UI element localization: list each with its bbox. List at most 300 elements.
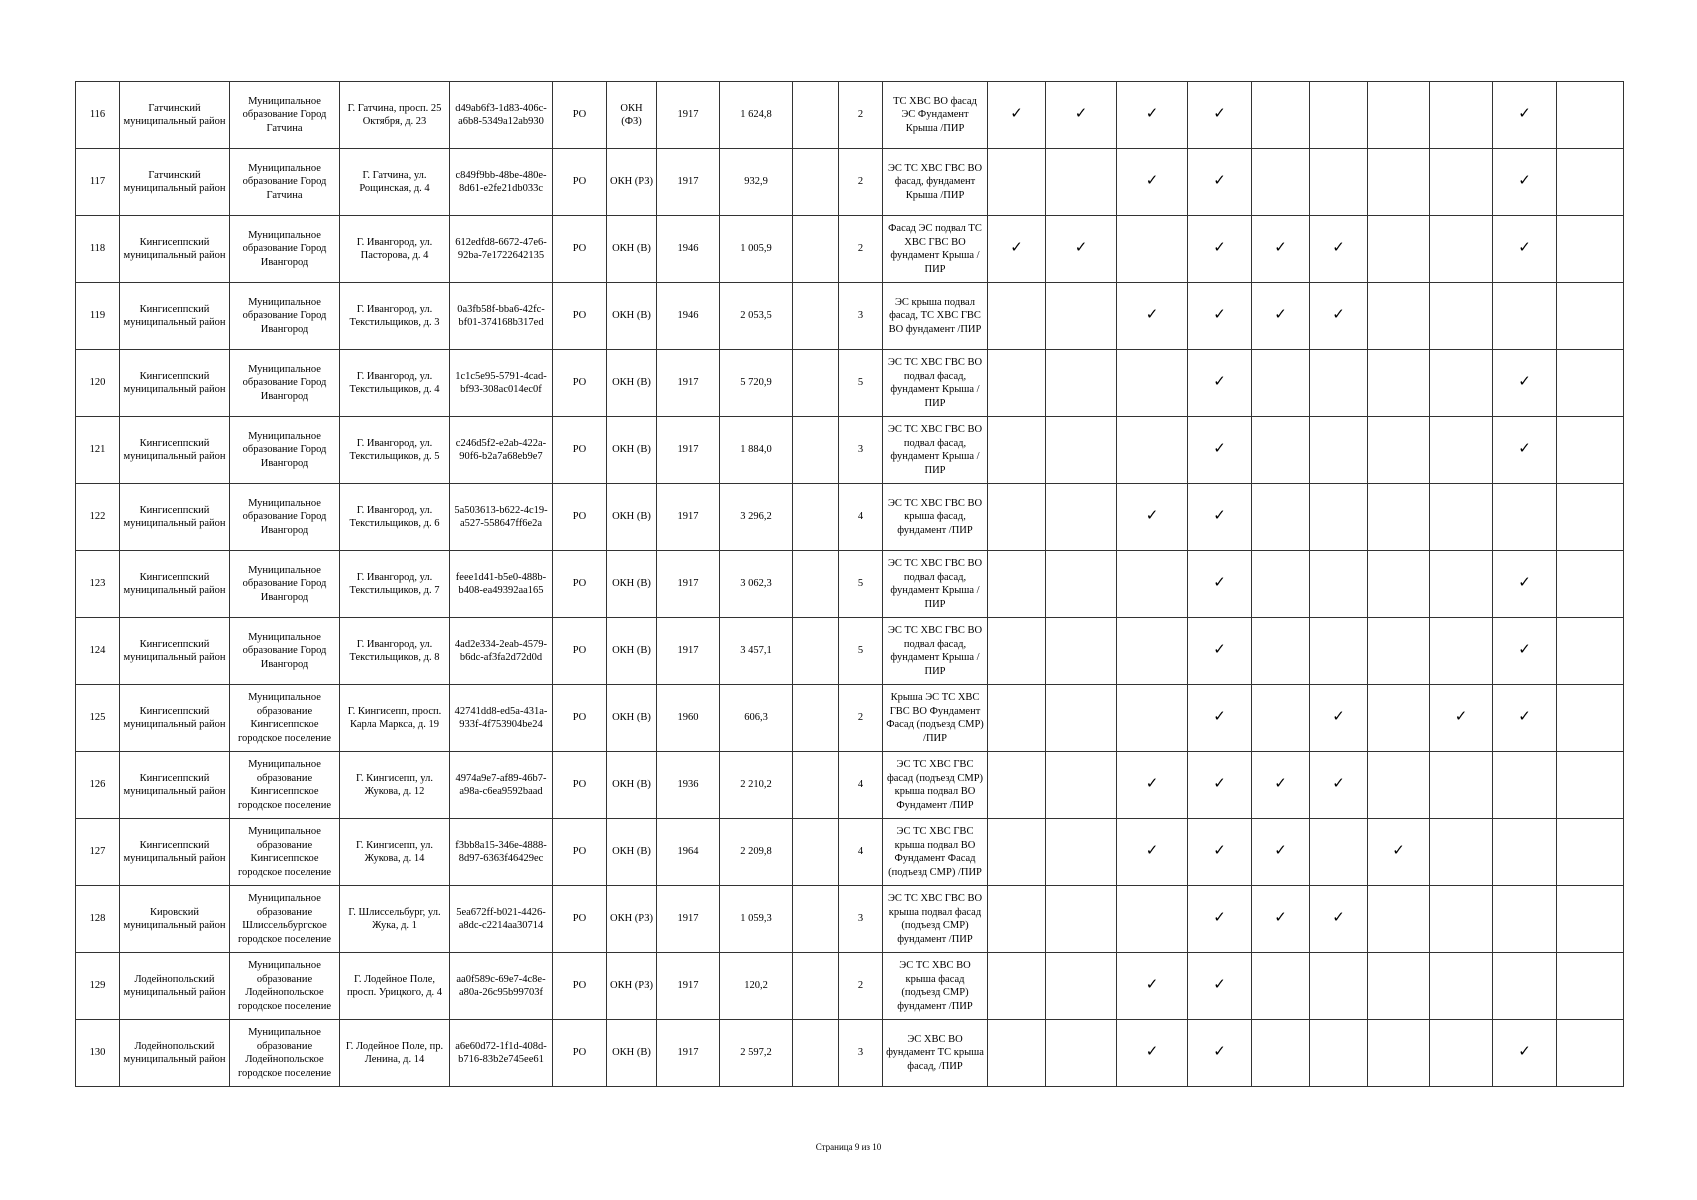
check-cell (1046, 417, 1117, 484)
year-cell: 1917 (657, 350, 720, 417)
check-cell (1188, 149, 1252, 216)
check-mark-icon: ✓ (1454, 709, 1468, 726)
page-footer: Страница 9 из 10 (815, 1142, 882, 1152)
guid-cell: f3bb8a15-346e-4888-8d97-6363f46429ec (450, 819, 553, 886)
check-cell (1557, 551, 1624, 618)
district-cell: Гатчинский муниципальный район (120, 149, 230, 216)
guid-cell: d49ab6f3-1d83-406c-a6b8-5349a12ab930 (450, 82, 553, 149)
check-mark-icon: ✓ (1213, 910, 1226, 927)
type-cell: РО (553, 1020, 607, 1087)
year-cell: 1936 (657, 752, 720, 819)
check-mark-icon: ✓ (1213, 374, 1226, 391)
type-cell: РО (553, 551, 607, 618)
check-cell (1557, 1020, 1624, 1087)
address-cell: Г. Гатчина, просп. 25 Октября, д. 23 (340, 82, 450, 149)
check-cell (1117, 417, 1188, 484)
area-cell: 1 059,3 (720, 886, 793, 953)
check-cell (1493, 1020, 1557, 1087)
guid-cell: feee1d41-b5e0-488b-b408-ea49392aa165 (450, 551, 553, 618)
check-cell (1188, 953, 1252, 1020)
check-cell (1493, 551, 1557, 618)
guid-cell: c849f9bb-48be-480e-8d61-e2fe21db033c (450, 149, 553, 216)
district-cell: Кингисеппский муниципальный район (120, 350, 230, 417)
check-mark-icon: ✓ (1145, 977, 1159, 994)
floors-cell: 4 (839, 752, 883, 819)
check-cell (988, 417, 1046, 484)
check-cell (1252, 149, 1310, 216)
row-number: 118 (76, 216, 120, 283)
row-number: 121 (76, 417, 120, 484)
check-cell (1188, 752, 1252, 819)
check-cell (1557, 886, 1624, 953)
check-cell (1557, 82, 1624, 149)
floors-cell: 4 (839, 819, 883, 886)
check-mark-icon: ✓ (1518, 642, 1531, 659)
check-cell (1430, 484, 1493, 551)
check-cell (1557, 953, 1624, 1020)
check-cell (988, 551, 1046, 618)
guid-cell: 1c1c5e95-5791-4cad-bf93-308ac014ec0f (450, 350, 553, 417)
empty-cell (793, 618, 839, 685)
row-number: 130 (76, 1020, 120, 1087)
check-cell (1188, 685, 1252, 752)
check-cell (1430, 1020, 1493, 1087)
year-cell: 1917 (657, 551, 720, 618)
check-mark-icon: ✓ (1213, 709, 1226, 726)
works-cell: ЭС ТС ХВС ГВС фасад (подъезд СМР) крыша подвал ВО Фундамент /ПИР (883, 752, 988, 819)
table-row (76, 484, 1624, 551)
works-cell: ЭС ТС ХВС ГВС ВО подвал фасад, фундамент Крыша /ПИР (883, 350, 988, 417)
works-cell: ЭС ТС ХВС ВО крыша фасад (подъезд СМР) фундамент /ПИР (883, 953, 988, 1020)
area-cell: 2 053,5 (720, 283, 793, 350)
guid-cell: 42741dd8-ed5a-431a-933f-4f753904be24 (450, 685, 553, 752)
floors-cell: 2 (839, 685, 883, 752)
year-cell: 1917 (657, 953, 720, 1020)
check-mark-icon: ✓ (1145, 1044, 1159, 1061)
check-cell (1557, 283, 1624, 350)
check-mark-icon: ✓ (1213, 441, 1226, 458)
floors-cell: 5 (839, 551, 883, 618)
empty-cell (793, 216, 839, 283)
area-cell: 2 209,8 (720, 819, 793, 886)
check-mark-icon: ✓ (1010, 240, 1023, 257)
row-number: 120 (76, 350, 120, 417)
check-cell (1368, 82, 1430, 149)
address-cell: Г. Гатчина, ул. Рощинская, д. 4 (340, 149, 450, 216)
check-cell (1046, 685, 1117, 752)
works-cell: ЭС ХВС ВО фундамент ТС крыша фасад, /ПИР (883, 1020, 988, 1087)
works-cell: Крыша ЭС ТС ХВС ГВС ВО Фундамент Фасад (подъезд СМР) /ПИР (883, 685, 988, 752)
table-row (76, 350, 1624, 417)
check-cell (1117, 618, 1188, 685)
check-mark-icon: ✓ (1518, 709, 1531, 726)
check-cell (1046, 953, 1117, 1020)
guid-cell: 5ea672ff-b021-4426-a8dc-c2214aa30714 (450, 886, 553, 953)
floors-cell: 3 (839, 283, 883, 350)
check-mark-icon: ✓ (1074, 106, 1088, 123)
check-mark-icon: ✓ (1213, 508, 1226, 525)
check-cell (1117, 216, 1188, 283)
check-cell (988, 752, 1046, 819)
check-cell (1310, 1020, 1368, 1087)
check-cell (1368, 417, 1430, 484)
check-cell (1310, 618, 1368, 685)
table-row (76, 685, 1624, 752)
district-cell: Кингисеппский муниципальный район (120, 216, 230, 283)
works-cell: ЭС ТС ХВС ГВС ВО крыша фасад, фундамент /ПИР (883, 484, 988, 551)
check-cell (1252, 886, 1310, 953)
empty-cell (793, 819, 839, 886)
check-cell (1493, 417, 1557, 484)
floors-cell: 3 (839, 1020, 883, 1087)
check-cell (1557, 819, 1624, 886)
works-cell: ЭС ТС ХВС ГВС ВО подвал фасад, фундамент Крыша /ПИР (883, 551, 988, 618)
district-cell: Кингисеппский муниципальный район (120, 752, 230, 819)
table-row (76, 886, 1624, 953)
check-mark-icon: ✓ (1145, 173, 1159, 190)
type-cell: РО (553, 82, 607, 149)
type-cell: РО (553, 283, 607, 350)
year-cell: 1917 (657, 82, 720, 149)
floors-cell: 4 (839, 484, 883, 551)
check-cell (988, 618, 1046, 685)
check-cell (1557, 752, 1624, 819)
table-row (76, 953, 1624, 1020)
check-mark-icon: ✓ (1518, 1044, 1531, 1061)
year-cell: 1946 (657, 283, 720, 350)
empty-cell (793, 685, 839, 752)
address-cell: Г. Кингисепп, просп. Карла Маркса, д. 19 (340, 685, 450, 752)
municipality-cell: Муниципальное образование Город Ивангород (230, 283, 340, 350)
type-cell: РО (553, 819, 607, 886)
address-cell: Г. Лодейное Поле, просп. Урицкого, д. 4 (340, 953, 450, 1020)
check-mark-icon: ✓ (1332, 709, 1345, 726)
guid-cell: a6e60d72-1f1d-408d-b716-83b2e745ee61 (450, 1020, 553, 1087)
register-table (75, 81, 1624, 1087)
area-cell: 932,9 (720, 149, 793, 216)
row-number: 119 (76, 283, 120, 350)
type-cell: РО (553, 886, 607, 953)
empty-cell (793, 886, 839, 953)
check-cell (988, 1020, 1046, 1087)
check-cell (1252, 551, 1310, 618)
check-mark-icon: ✓ (1274, 776, 1287, 793)
address-cell: Г. Ивангород, ул. Текстильщиков, д. 8 (340, 618, 450, 685)
check-mark-icon: ✓ (1213, 173, 1226, 190)
district-cell: Кингисеппский муниципальный район (120, 685, 230, 752)
type-cell: РО (553, 350, 607, 417)
floors-cell: 5 (839, 350, 883, 417)
works-cell: ЭС ТС ХВС ГВС ВО крыша подвал фасад (подъезд СМР) фундамент /ПИР (883, 886, 988, 953)
address-cell: Г. Лодейное Поле, пр. Ленина, д. 14 (340, 1020, 450, 1087)
check-mark-icon: ✓ (1213, 776, 1226, 793)
municipality-cell: Муниципальное образование Город Ивангород (230, 618, 340, 685)
check-cell (988, 886, 1046, 953)
area-cell: 3 457,1 (720, 618, 793, 685)
check-cell (1557, 484, 1624, 551)
table-row (76, 82, 1624, 149)
check-cell (1117, 484, 1188, 551)
check-mark-icon: ✓ (1145, 508, 1159, 525)
check-cell (1368, 1020, 1430, 1087)
guid-cell: 5a503613-b622-4c19-a527-558647ff6e2a (450, 484, 553, 551)
municipality-cell: Муниципальное образование Город Ивангород (230, 216, 340, 283)
check-cell (1557, 350, 1624, 417)
check-mark-icon: ✓ (1274, 240, 1287, 257)
check-cell (1117, 283, 1188, 350)
table-body (76, 82, 1624, 1087)
check-cell (1368, 618, 1430, 685)
table-row (76, 551, 1624, 618)
type-cell: РО (553, 685, 607, 752)
check-cell (1046, 350, 1117, 417)
year-cell: 1917 (657, 1020, 720, 1087)
table-row (76, 618, 1624, 685)
check-cell (1368, 819, 1430, 886)
check-cell (1368, 551, 1430, 618)
check-cell (1188, 618, 1252, 685)
check-cell (1188, 216, 1252, 283)
check-cell (1368, 149, 1430, 216)
check-cell (988, 149, 1046, 216)
check-cell (1430, 216, 1493, 283)
status-cell: ОКН (В) (607, 350, 657, 417)
address-cell: Г. Кингисепп, ул. Жукова, д. 14 (340, 819, 450, 886)
floors-cell: 2 (839, 953, 883, 1020)
check-cell (1430, 82, 1493, 149)
floors-cell: 2 (839, 149, 883, 216)
works-cell: ТС ХВС ВО фасад ЭС Фундамент Крыша /ПИР (883, 82, 988, 149)
year-cell: 1917 (657, 149, 720, 216)
check-cell (988, 484, 1046, 551)
check-cell (1188, 82, 1252, 149)
check-cell (1430, 618, 1493, 685)
table-row (76, 216, 1624, 283)
check-cell (1252, 417, 1310, 484)
check-cell (1252, 685, 1310, 752)
guid-cell: c246d5f2-e2ab-422a-90f6-b2a7a68eb9e7 (450, 417, 553, 484)
address-cell: Г. Ивангород, ул. Текстильщиков, д. 4 (340, 350, 450, 417)
municipality-cell: Муниципальное образование Шлиссельбургское городское поселение (230, 886, 340, 953)
year-cell: 1917 (657, 484, 720, 551)
check-cell (1046, 149, 1117, 216)
check-cell (1557, 618, 1624, 685)
municipality-cell: Муниципальное образование Лодейнопольское городское поселение (230, 953, 340, 1020)
check-cell (1188, 484, 1252, 551)
empty-cell (793, 551, 839, 618)
address-cell: Г. Шлиссельбург, ул. Жука, д. 1 (340, 886, 450, 953)
check-cell (1493, 752, 1557, 819)
check-cell (1430, 685, 1493, 752)
check-cell (1310, 752, 1368, 819)
municipality-cell: Муниципальное образование Город Гатчина (230, 82, 340, 149)
check-cell (1368, 283, 1430, 350)
district-cell: Лодейнопольский муниципальный район (120, 953, 230, 1020)
guid-cell: 4974a9e7-af89-46b7-a98a-c6ea9592baad (450, 752, 553, 819)
row-number: 117 (76, 149, 120, 216)
status-cell: ОКН (РЗ) (607, 886, 657, 953)
check-cell (1188, 551, 1252, 618)
empty-cell (793, 417, 839, 484)
check-cell (1046, 551, 1117, 618)
check-cell (1557, 417, 1624, 484)
district-cell: Кировский муниципальный район (120, 886, 230, 953)
check-cell (988, 953, 1046, 1020)
type-cell: РО (553, 417, 607, 484)
address-cell: Г. Кингисепп, ул. Жукова, д. 12 (340, 752, 450, 819)
address-cell: Г. Ивангород, ул. Текстильщиков, д. 6 (340, 484, 450, 551)
status-cell: ОКН (В) (607, 216, 657, 283)
check-cell (1310, 886, 1368, 953)
year-cell: 1964 (657, 819, 720, 886)
year-cell: 1917 (657, 417, 720, 484)
address-cell: Г. Ивангород, ул. Текстильщиков, д. 3 (340, 283, 450, 350)
row-number: 125 (76, 685, 120, 752)
check-cell (1252, 82, 1310, 149)
check-cell (1368, 350, 1430, 417)
check-cell (1188, 283, 1252, 350)
municipality-cell: Муниципальное образование Город Ивангород (230, 551, 340, 618)
check-cell (1430, 149, 1493, 216)
area-cell: 1 005,9 (720, 216, 793, 283)
district-cell: Лодейнопольский муниципальный район (120, 1020, 230, 1087)
check-cell (1252, 819, 1310, 886)
check-cell (1557, 149, 1624, 216)
check-mark-icon: ✓ (1332, 776, 1345, 793)
empty-cell (793, 149, 839, 216)
area-cell: 3 062,3 (720, 551, 793, 618)
row-number: 116 (76, 82, 120, 149)
table-row (76, 1020, 1624, 1087)
year-cell: 1946 (657, 216, 720, 283)
row-number: 123 (76, 551, 120, 618)
check-cell (1493, 484, 1557, 551)
check-cell (1252, 953, 1310, 1020)
status-cell: ОКН (В) (607, 752, 657, 819)
type-cell: РО (553, 216, 607, 283)
district-cell: Кингисеппский муниципальный район (120, 417, 230, 484)
check-cell (1252, 283, 1310, 350)
district-cell: Гатчинский муниципальный район (120, 82, 230, 149)
check-cell (1310, 551, 1368, 618)
check-cell (1188, 417, 1252, 484)
check-cell (1252, 350, 1310, 417)
area-cell: 5 720,9 (720, 350, 793, 417)
check-cell (1493, 819, 1557, 886)
check-cell (1493, 216, 1557, 283)
municipality-cell: Муниципальное образование Город Ивангород (230, 350, 340, 417)
row-number: 128 (76, 886, 120, 953)
floors-cell: 5 (839, 618, 883, 685)
check-cell (1252, 216, 1310, 283)
municipality-cell: Муниципальное образование Город Ивангород (230, 417, 340, 484)
year-cell: 1917 (657, 618, 720, 685)
check-cell (1493, 685, 1557, 752)
check-mark-icon: ✓ (1518, 173, 1531, 190)
check-mark-icon: ✓ (1213, 977, 1226, 994)
check-mark-icon: ✓ (1213, 240, 1226, 257)
check-cell (1252, 752, 1310, 819)
type-cell: РО (553, 484, 607, 551)
check-cell (1188, 1020, 1252, 1087)
check-cell (1117, 953, 1188, 1020)
status-cell: ОКН (В) (607, 685, 657, 752)
check-mark-icon: ✓ (1213, 1044, 1226, 1061)
check-mark-icon: ✓ (1332, 307, 1345, 324)
empty-cell (793, 1020, 839, 1087)
check-cell (1557, 685, 1624, 752)
check-cell (1430, 551, 1493, 618)
municipality-cell: Муниципальное образование Кингисеппское городское поселение (230, 819, 340, 886)
check-cell (1046, 618, 1117, 685)
row-number: 126 (76, 752, 120, 819)
check-cell (988, 283, 1046, 350)
year-cell: 1960 (657, 685, 720, 752)
check-cell (1117, 752, 1188, 819)
check-mark-icon: ✓ (1213, 307, 1226, 324)
check-mark-icon: ✓ (1274, 307, 1287, 324)
check-cell (1046, 283, 1117, 350)
status-cell: ОКН (В) (607, 618, 657, 685)
empty-cell (793, 752, 839, 819)
check-mark-icon: ✓ (1274, 910, 1287, 927)
check-cell (988, 819, 1046, 886)
check-cell (1310, 484, 1368, 551)
municipality-cell: Муниципальное образование Кингисеппское городское поселение (230, 752, 340, 819)
check-cell (1117, 819, 1188, 886)
row-number: 122 (76, 484, 120, 551)
check-cell (1252, 484, 1310, 551)
check-cell (1493, 82, 1557, 149)
check-cell (1493, 350, 1557, 417)
guid-cell: 612edfd8-6672-47e6-92ba-7e1722642135 (450, 216, 553, 283)
check-mark-icon: ✓ (1518, 106, 1531, 123)
municipality-cell: Муниципальное образование Город Ивангород (230, 484, 340, 551)
status-cell: ОКН (В) (607, 819, 657, 886)
area-cell: 2 210,2 (720, 752, 793, 819)
works-cell: ЭС ТС ХВС ГВС крыша подвал ВО Фундамент Фасад (подъезд СМР) /ПИР (883, 819, 988, 886)
check-cell (1493, 149, 1557, 216)
works-cell: ЭС ТС ХВС ГВС ВО подвал фасад, фундамент Крыша /ПИР (883, 618, 988, 685)
check-mark-icon: ✓ (1213, 106, 1226, 123)
row-number: 127 (76, 819, 120, 886)
empty-cell (793, 283, 839, 350)
check-cell (988, 216, 1046, 283)
area-cell: 120,2 (720, 953, 793, 1020)
check-cell (988, 350, 1046, 417)
check-cell (1310, 819, 1368, 886)
area-cell: 1 884,0 (720, 417, 793, 484)
check-cell (1430, 953, 1493, 1020)
guid-cell: aa0f589c-69e7-4c8e-a80a-26c95b99703f (450, 953, 553, 1020)
check-cell (1046, 1020, 1117, 1087)
check-cell (1368, 886, 1430, 953)
check-cell (1430, 283, 1493, 350)
works-cell: ЭС крыша подвал фасад, ТС ХВС ГВС ВО фундамент /ПИР (883, 283, 988, 350)
status-cell: ОКН (В) (607, 417, 657, 484)
check-mark-icon: ✓ (1213, 642, 1226, 659)
type-cell: РО (553, 618, 607, 685)
type-cell: РО (553, 752, 607, 819)
municipality-cell: Муниципальное образование Лодейнопольское городское поселение (230, 1020, 340, 1087)
district-cell: Кингисеппский муниципальный район (120, 484, 230, 551)
check-cell (1252, 1020, 1310, 1087)
check-cell (1117, 82, 1188, 149)
check-cell (1046, 216, 1117, 283)
district-cell: Кингисеппский муниципальный район (120, 618, 230, 685)
status-cell: ОКН (В) (607, 551, 657, 618)
area-cell: 606,3 (720, 685, 793, 752)
